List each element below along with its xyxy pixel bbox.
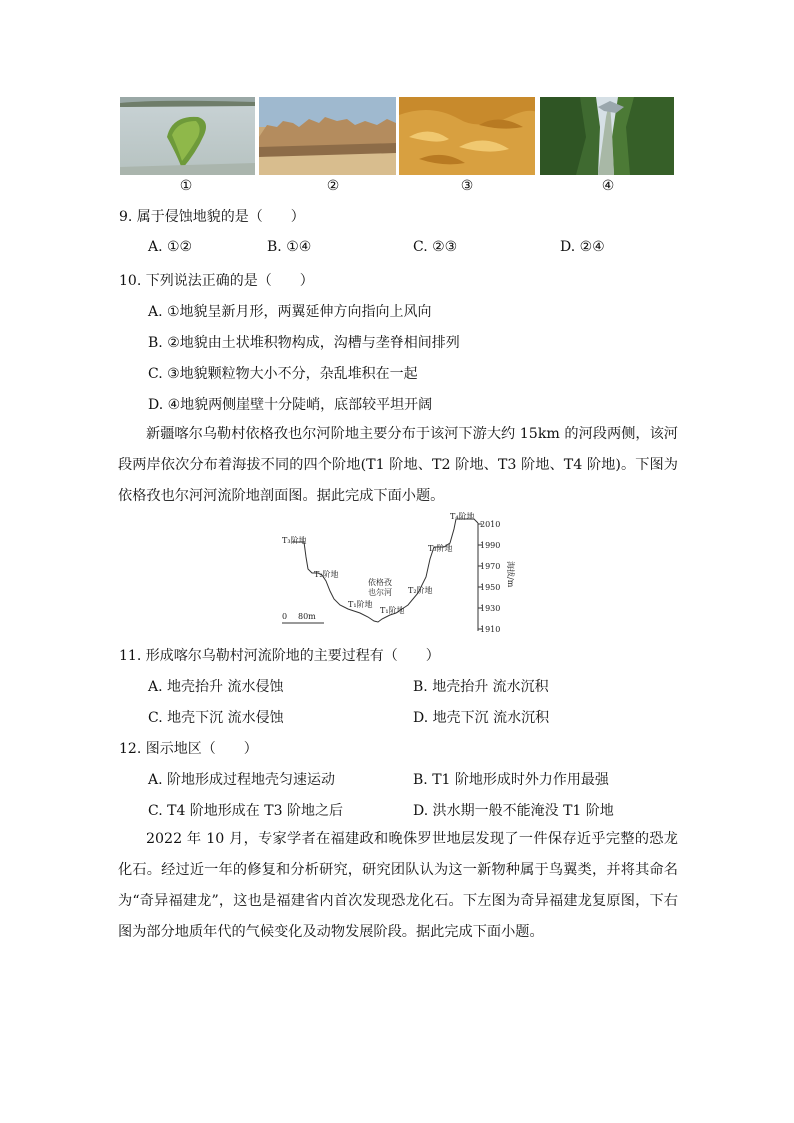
axis-tick-2010: 2010 — [480, 520, 501, 529]
left-t1-label: T₁阶地 — [348, 600, 373, 609]
question-10-option-b[interactable]: B. ②地貌由土状堆积物构成，沟槽与垄脊相间排列 — [148, 335, 460, 351]
passage-terraces: 新疆喀尔乌勒村依格孜也尔河阶地主要分布于该河下游大约 15km 的河段两侧，该河段两岸依次分布着海拔不同的四个阶地(T1 阶地、T2 阶地、T3 阶地、T4 阶地)。下图为依格孜也尔河河流阶地剖面图。据此完成下面小题。 — [118, 426, 678, 504]
river-terrace-profile-diagram — [278, 509, 518, 635]
axis-tick-1990: 1990 — [480, 541, 501, 550]
question-11-option-b[interactable]: B. 地壳抬升 流水沉积 — [413, 679, 549, 695]
right-t1-label: T₁阶地 — [380, 606, 405, 615]
question-10-option-d[interactable]: D. ④地貌两侧崖壁十分陡峭，底部较平坦开阔 — [148, 397, 433, 413]
question-12-option-b[interactable]: B. T1 阶地形成时外力作用最强 — [413, 772, 609, 788]
question-9-option-c[interactable]: C. ②③ — [413, 239, 458, 255]
axis-tick-1950: 1950 — [480, 583, 501, 592]
photo-caption-4: ④ — [601, 178, 615, 194]
passage-dinosaur: 2022 年 10 月，专家学者在福建政和晚侏罗世地层发现了一件保存近乎完整的恐龙化石。经过近一年的修复和分析研究，研究团队认为这一新物种属于鸟翼类，并将其命名为“奇异福建龙”，这也是福建省内首次发现恐龙化石。下左图为奇异福建龙复原图，下右图为部分地质年代的气候变化及动物发展阶段。据此完成下面小题。 — [118, 831, 678, 940]
river-island-photo — [120, 97, 255, 175]
question-11-option-c[interactable]: C. 地壳下沉 流水侵蚀 — [148, 710, 284, 726]
question-9-option-b[interactable]: B. ①④ — [267, 239, 312, 255]
axis-tick-1930: 1930 — [480, 604, 501, 613]
question-11-stem: 11. 形成喀尔乌勒村河流阶地的主要过程有（ ） — [119, 648, 440, 664]
yardang-photo — [259, 97, 396, 175]
question-10-option-c[interactable]: C. ③地貌颗粒物大小不分，杂乱堆积在一起 — [148, 366, 418, 382]
river-label-line2: 也尔河 — [368, 588, 392, 597]
photo-caption-3: ③ — [460, 178, 474, 194]
question-11-option-d[interactable]: D. 地壳下沉 流水沉积 — [413, 710, 550, 726]
question-11-option-a[interactable]: A. 地壳抬升 流水侵蚀 — [148, 679, 284, 695]
right-t3-label: T₃阶地 — [428, 544, 453, 553]
right-t2-label: T₂阶地 — [408, 586, 433, 595]
scale-distance-label: 80m — [298, 612, 316, 621]
photo-caption-1: ① — [179, 178, 193, 194]
axis-label: 海拔/m — [506, 561, 515, 588]
axis-tick-1970: 1970 — [480, 562, 501, 571]
river-label-line1: 依格孜 — [368, 578, 392, 587]
question-9-option-a[interactable]: A. ①② — [148, 239, 193, 255]
question-12-option-d[interactable]: D. 洪水期一般不能淹没 T1 阶地 — [413, 803, 614, 819]
question-12-option-a[interactable]: A. 阶地形成过程地壳匀速运动 — [148, 772, 336, 788]
question-10-option-a[interactable]: A. ①地貌呈新月形，两翼延伸方向指向上风向 — [148, 304, 432, 320]
question-9-stem: 9. 属于侵蚀地貌的是（ ） — [119, 209, 305, 225]
question-12-option-c[interactable]: C. T4 阶地形成在 T3 阶地之后 — [148, 803, 343, 819]
question-9-option-d[interactable]: D. ②④ — [560, 239, 605, 255]
scale-zero-label: 0 — [282, 612, 288, 621]
landform-photos — [120, 97, 675, 177]
axis-tick-1910: 1910 — [480, 625, 501, 634]
left-t2-label: T₂阶地 — [314, 570, 339, 579]
left-t3-label: T₃阶地 — [282, 536, 307, 545]
photo-caption-2: ② — [326, 178, 340, 194]
sand-dune-photo — [399, 97, 535, 175]
question-10-stem: 10. 下列说法正确的是（ ） — [119, 273, 314, 289]
gorge-photo — [540, 97, 674, 175]
question-12-stem: 12. 图示地区（ ） — [119, 741, 258, 757]
right-t4-label: T₄阶地 — [450, 512, 475, 521]
